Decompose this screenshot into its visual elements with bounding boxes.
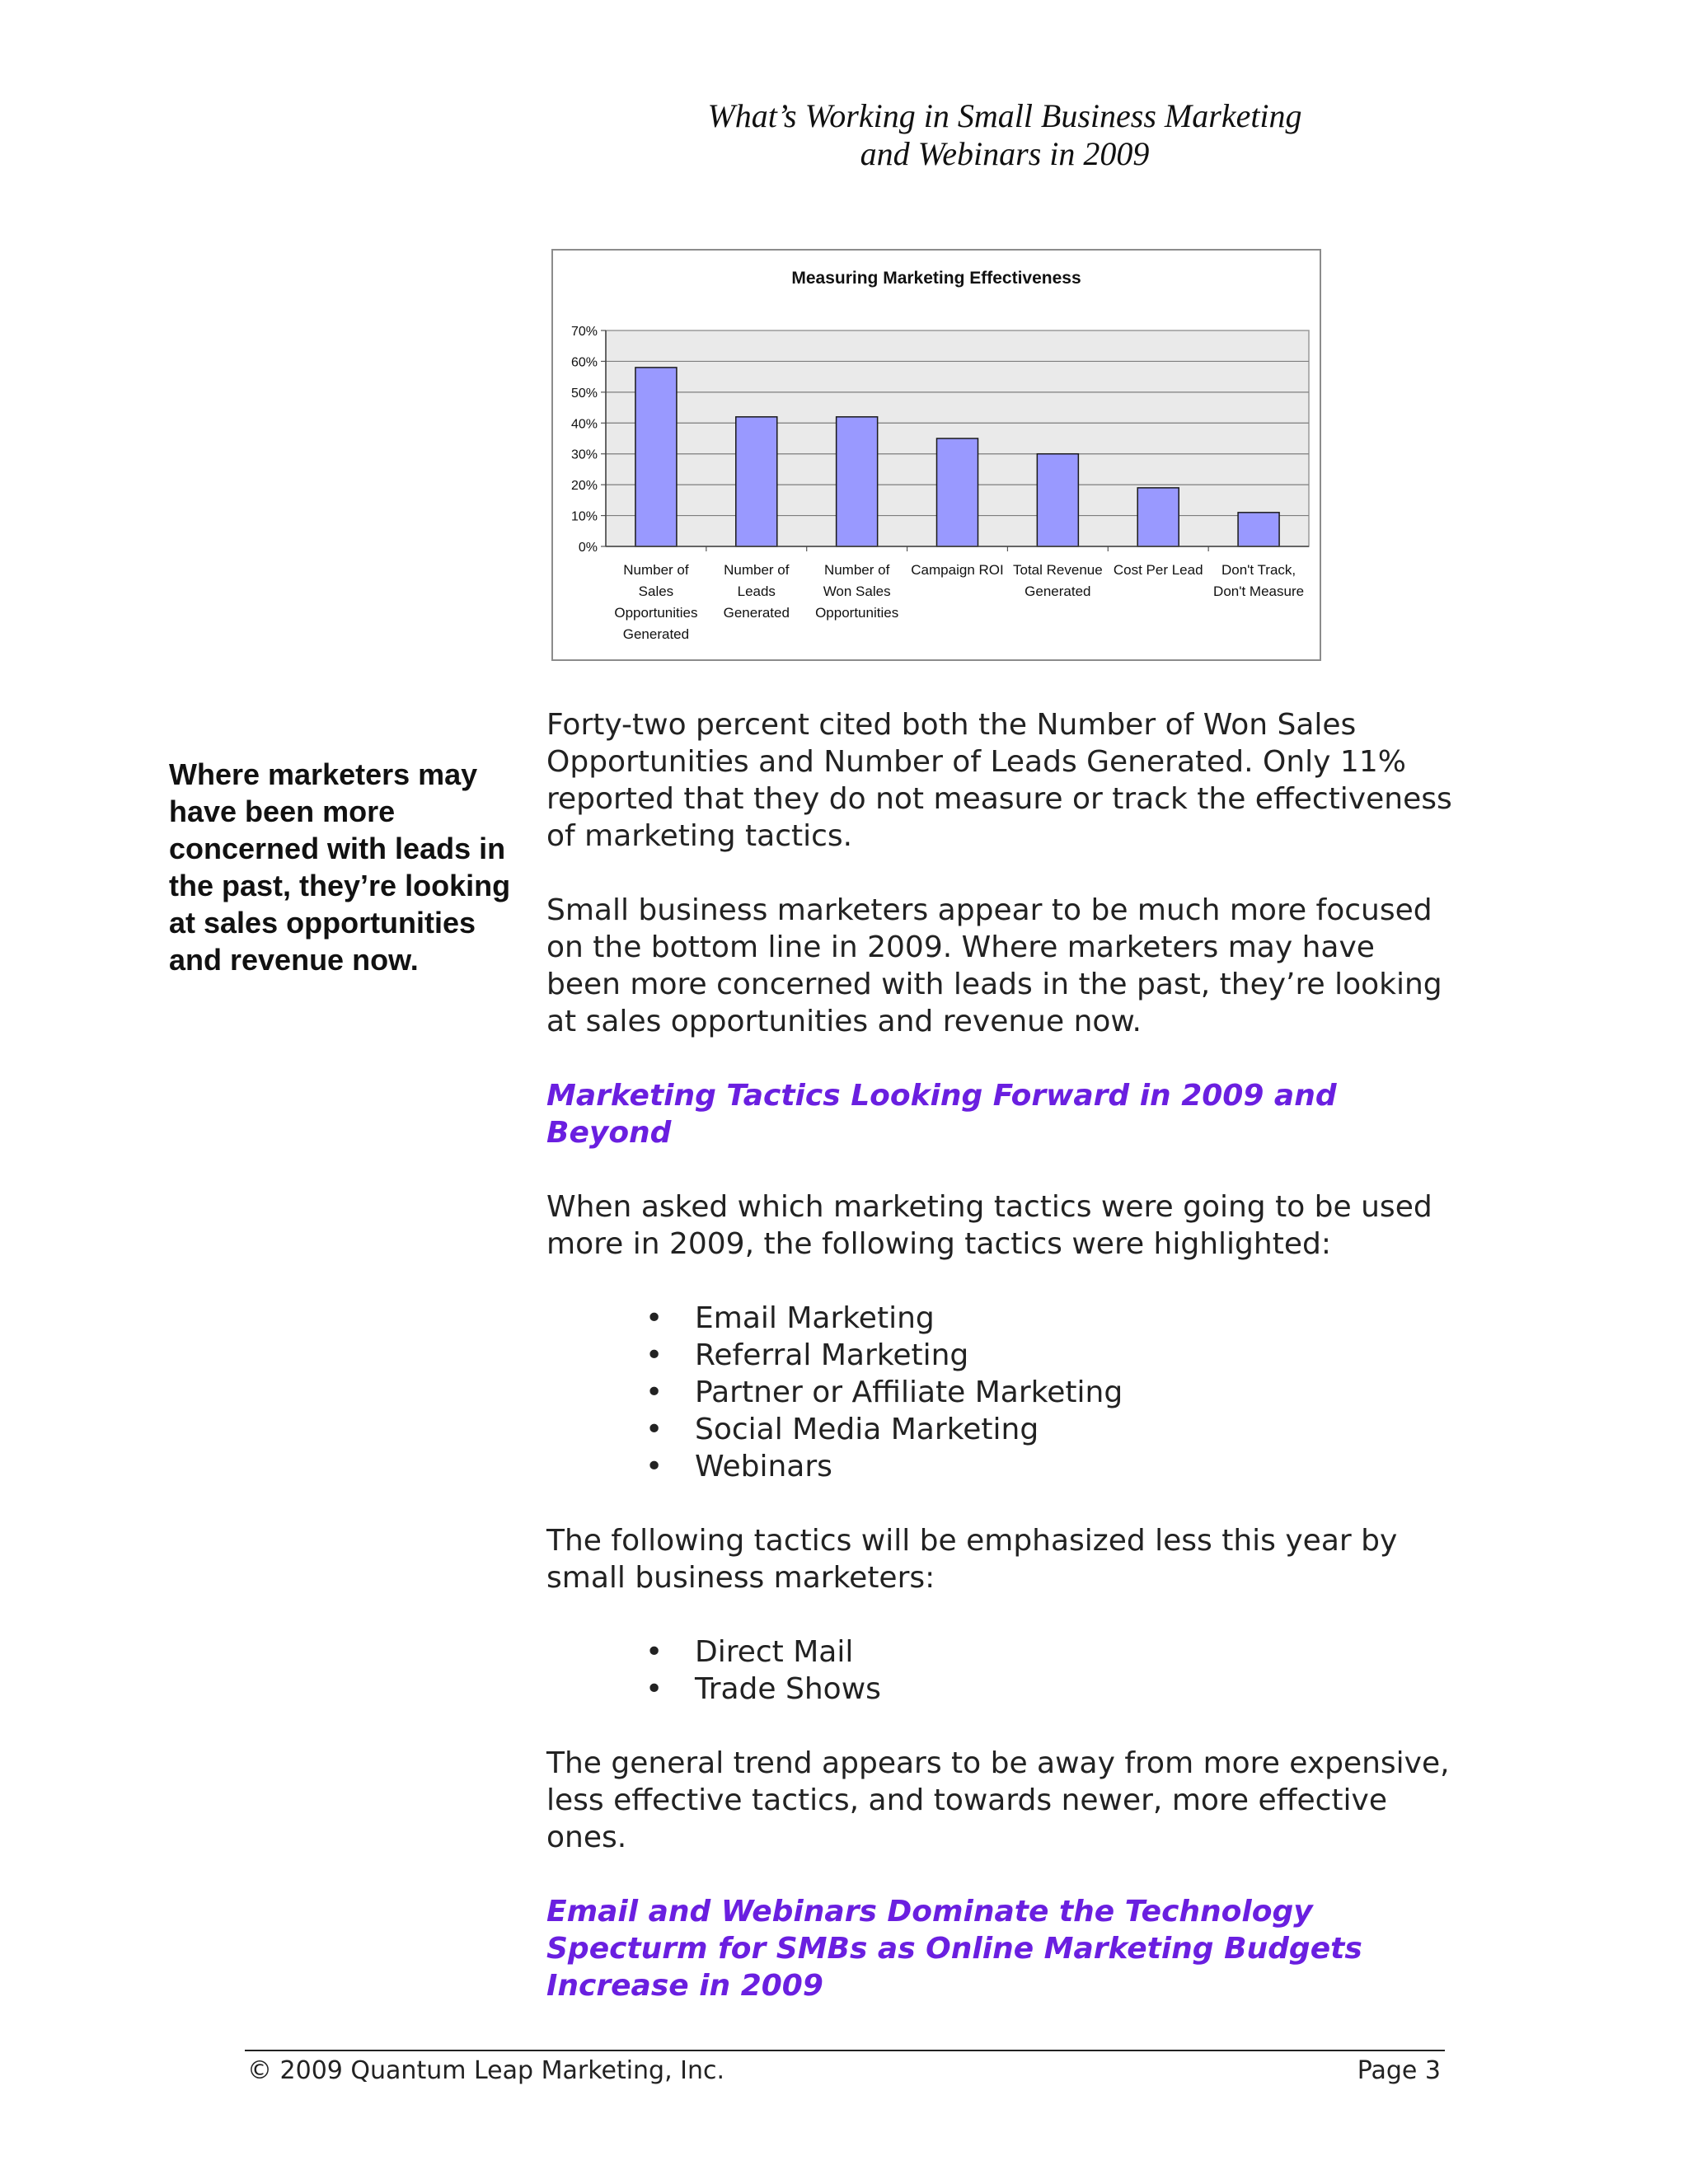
x-tick-label: Don't Measure: [1213, 583, 1305, 599]
bullet-icon: •: [645, 1301, 663, 1335]
x-tick-label: Won Sales: [823, 583, 891, 599]
x-tick-label: Opportunities: [614, 605, 698, 621]
list-item: [546, 1374, 1453, 1411]
section-heading-email-webinars: Email and Webinars Dominate the Technology Specturm for SMBs as Online Marketing Budgets Increase in 2009: [546, 1895, 1362, 2003]
list-item-text: Webinars: [695, 1450, 832, 1483]
x-tick-label: Opportunities: [815, 605, 899, 621]
x-tick-label: Sales: [638, 583, 674, 599]
list-item: [546, 1300, 1453, 1337]
chart-title: Measuring Marketing Effectiveness: [791, 269, 1081, 288]
bullet-icon: •: [645, 1450, 663, 1483]
y-tick-label: 30%: [570, 448, 598, 462]
list-tactics-less: [546, 1633, 1453, 1708]
list-item-text: Direct Mail: [695, 1635, 854, 1669]
list-item-text: Referral Marketing: [695, 1338, 969, 1372]
header-line-1: What’s Working in Small Business Marketing: [707, 97, 1302, 134]
x-tick-label: Number of: [724, 562, 790, 578]
paragraph-won-sales: Forty-two percent cited both the Number of Won Sales Opportunities and Number of Leads Generated. Only 11% reported that they do not measure or track the effectiveness of marketing tactics.: [546, 708, 1452, 853]
y-tick-label: 50%: [570, 386, 598, 401]
y-tick-label: 0%: [578, 541, 598, 555]
bullet-icon: •: [645, 1376, 663, 1409]
bar: [1238, 513, 1279, 546]
x-tick-label: Campaign ROI: [911, 562, 1004, 578]
list-item: [546, 1633, 1453, 1671]
list-item-text: Email Marketing: [695, 1301, 935, 1335]
running-header: [0, 97, 1688, 173]
list-item: [546, 1411, 1453, 1448]
y-tick-label: 20%: [570, 479, 598, 494]
list-item: [546, 1337, 1453, 1374]
x-tick-label: Leads: [737, 583, 776, 599]
page-number: Page 3: [1357, 2056, 1441, 2085]
bar: [837, 417, 878, 546]
x-tick-label: Generated: [622, 626, 690, 642]
bar: [1037, 454, 1078, 546]
header-line-2: and Webinars in 2009: [860, 135, 1150, 172]
paragraph-general-trend: The general trend appears to be away from more expensive, less effective tactics, and towards newer, more effective ones.: [546, 1746, 1450, 1854]
bar: [1137, 488, 1179, 546]
section-heading-tactics: Marketing Tactics Looking Forward in 2009 and Beyond: [546, 1079, 1337, 1150]
list-item: [546, 1671, 1453, 1708]
bar: [937, 438, 978, 546]
list-item-text: Partner or Affiliate Marketing: [695, 1376, 1123, 1409]
paragraph-tactics-more: When asked which marketing tactics were going to be used more in 2009, the following tactics were highlighted:: [546, 1190, 1432, 1261]
bar-chart: [551, 249, 1321, 661]
y-tick-label: 40%: [570, 417, 598, 432]
bullet-icon: •: [645, 1338, 663, 1372]
main-body: [546, 706, 1453, 2041]
paragraph-tactics-less: The following tactics will be emphasized less this year by small business marketers:: [546, 1524, 1398, 1595]
paragraph-bottom-line: Small business marketers appear to be much more focused on the bottom line in 2009. Where marketers may have been more concerned with leads in the past, they’re looking at sales opportunities and revenue now.: [546, 893, 1442, 1038]
bar: [736, 417, 777, 546]
x-tick-label: Don't Track,: [1221, 562, 1296, 578]
x-tick-label: Generated: [1025, 583, 1091, 599]
y-tick-label: 70%: [570, 325, 598, 339]
list-item-text: Trade Shows: [695, 1672, 881, 1706]
bar: [635, 368, 677, 546]
x-tick-label: Number of: [823, 562, 890, 578]
chart-svg: [553, 251, 1320, 659]
x-tick-label: Number of: [623, 562, 689, 578]
y-tick-label: 10%: [570, 509, 598, 524]
bullet-icon: •: [645, 1635, 663, 1669]
footer-divider: [245, 2050, 1445, 2051]
x-tick-label: Generated: [723, 605, 790, 621]
list-tactics-more: [546, 1300, 1453, 1485]
pull-quote: Where marketers may have been more concerned with leads in the past, they’re looking at sales opportunities and revenue now.: [169, 757, 511, 977]
list-item: [546, 1448, 1453, 1485]
x-tick-label: Cost Per Lead: [1113, 562, 1203, 578]
y-tick-label: 60%: [570, 355, 598, 370]
footer-copyright: © 2009 Quantum Leap Marketing, Inc.: [247, 2056, 725, 2085]
list-item-text: Social Media Marketing: [695, 1413, 1039, 1446]
x-tick-label: Total Revenue: [1013, 562, 1103, 578]
bullet-icon: •: [645, 1413, 663, 1446]
bullet-icon: •: [645, 1672, 663, 1706]
